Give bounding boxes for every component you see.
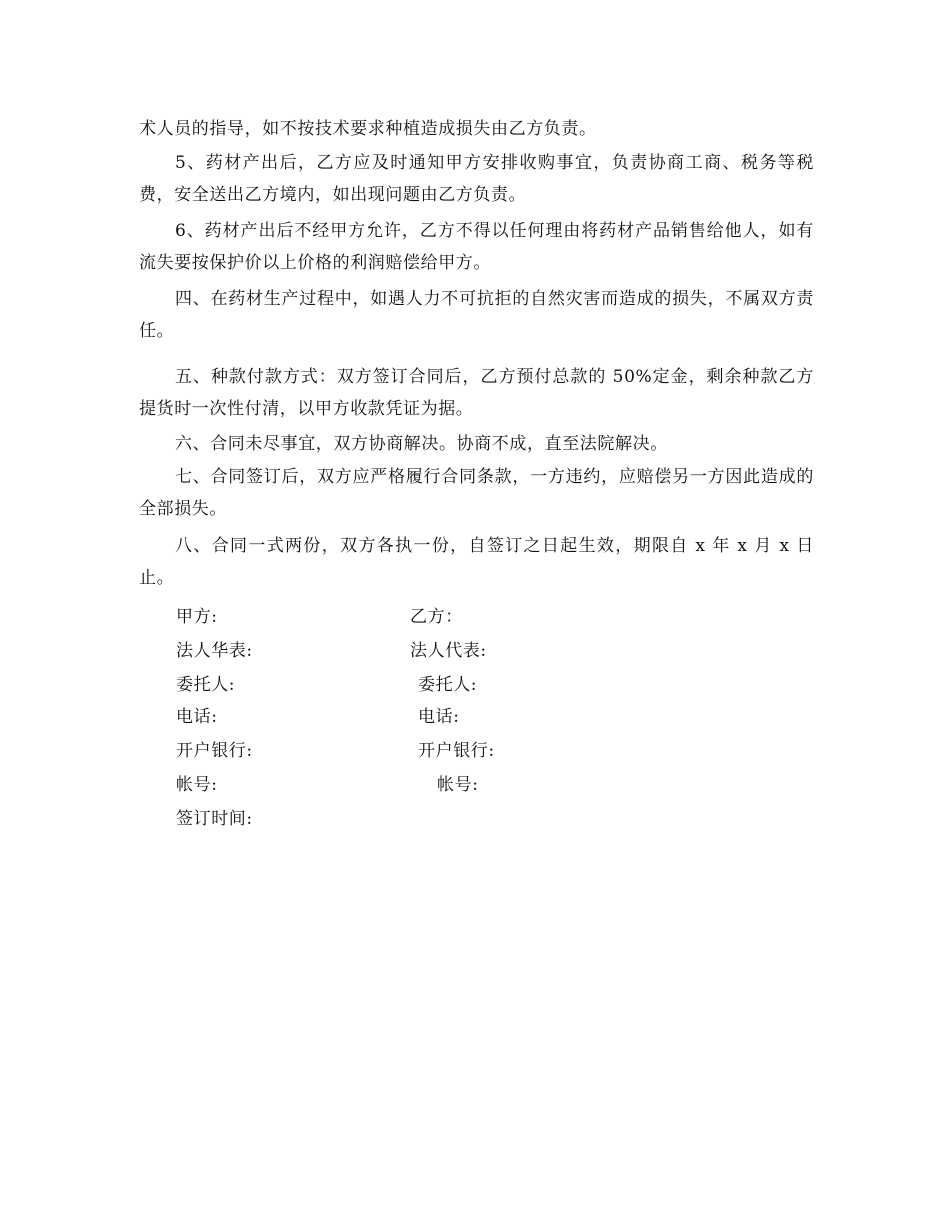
clause-eight: 八、合同一式两份，双方各执一份，自签订之日起生效，期限自 x 年 x 月 x 日止。 (139, 536, 814, 588)
party-a-label: 甲方: (176, 607, 218, 627)
account-b-label: 帐号: (437, 775, 479, 795)
party-b-label: 乙方： (410, 607, 463, 627)
legal-rep-b-label: 法人代表: (410, 641, 487, 661)
phone-b-label: 电话: (418, 707, 460, 727)
account-a-label: 帐号: (176, 775, 218, 795)
clause-continuation: 术人员的指导，如不按技术要求种植造成损失由乙方负责。 (139, 119, 597, 139)
phone-a-label: 电话: (176, 707, 218, 727)
bank-a-label: 开户银行: (176, 741, 253, 761)
sign-date-label: 签订时间: (176, 809, 253, 829)
clause-5: 5、药材产出后，乙方应及时通知甲方安排收购事宜，负责协商工商、税务等税费，安全送出乙方境内，如出现问题由乙方负责。 (139, 153, 814, 205)
clause-seven: 七、合同签订后，双方应严格履行合同条款，一方违约，应赔偿另一方因此造成的全部损失。 (139, 467, 814, 519)
bank-b-label: 开户银行: (418, 741, 495, 761)
clause-four: 四、在药材生产过程中，如遇人力不可抗拒的自然灾害而造成的损失，不属双方责任。 (139, 289, 814, 341)
legal-rep-a-label: 法人华表: (176, 641, 253, 661)
agent-a-label: 委托人: (176, 675, 236, 695)
clause-six: 六、合同未尽事宜，双方协商解决。协商不成，直至法院解决。 (175, 434, 668, 454)
clause-five: 五、种款付款方式：双方签订合同后，乙方预付总款的 50%定金，剩余种款乙方提货时一次性付清，以甲方收款凭证为据。 (139, 367, 814, 419)
clause-6: 6、药材产出后不经甲方允许，乙方不得以任何理由将药材产品销售给他人，如有流失要按保护价以上价格的利润赔偿给甲方。 (139, 221, 814, 273)
agent-b-label: 委托人: (418, 675, 478, 695)
